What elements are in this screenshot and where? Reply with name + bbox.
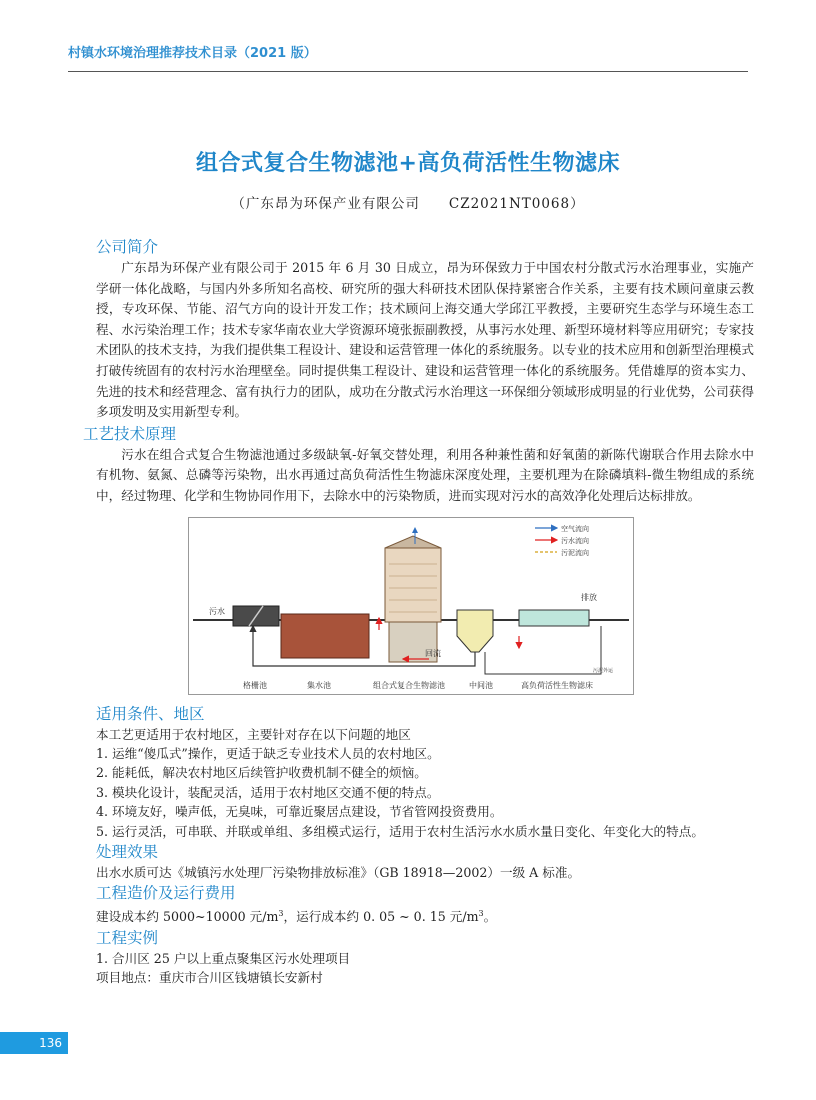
conditions-intro: 本工艺更适用于农村地区，主要针对存在以下问题的地区 [96,726,411,742]
intermediate-tank [457,610,493,652]
outlet-label: 排放 [581,592,597,602]
unit-superscript: 3 [278,909,284,919]
unit-label-collection: 集水池 [307,680,331,690]
section-heading-intro: 公司简介 [96,238,159,256]
inlet-label: 污水 [209,606,225,616]
section-heading-cost: 工程造价及运行费用 [96,884,236,903]
cost-text [96,904,754,927]
process-flow-diagram [188,517,634,695]
unit-label-intermediate: 中间池 [469,680,493,690]
sludge-note: 污泥外运 [593,667,614,674]
diagram-legend [535,524,589,557]
main-content [83,236,754,988]
biofilter-tower [385,548,441,622]
page-title: 组合式复合生物滤池+高负荷活性生物滤床 [196,151,620,176]
legend-air: 空气流向 [561,524,589,533]
principle-paragraph: 污水在组合式复合生物滤池通过多级缺氧-好氧交替处理，利用各种兼性菌和好氧菌的新陈代谢联合作用去除水中有机物、氨氮、总磷等污染物，出水再通过高负荷活性生物滤床深度处理，主要机理为在除磷填料-微生物组成的系统中，经过物理、化学和生物协同作用下，去除水中的污染物质，进而实现对污水的高效净化处理后达标排放。 [96,446,754,503]
case-location: 项目地点：重庆市合川区钱塘镇长安新村 [96,970,323,986]
unit-label-bed: 高负荷活性生物滤床 [521,680,593,690]
conditions-item: 1. 运维“傻瓜式”操作，更适于缺乏专业技术人员的农村地区。 [96,745,440,761]
reflux-label: 回流 [425,648,441,658]
conditions-item: 4. 环境友好，噪声低，无臭味，可靠近聚居点建设，节省管网投资费用。 [96,804,503,820]
run-cost: ，运行成本约 0. 05 ~ 0. 15 元/m [283,909,479,925]
running-header: 村镇水环境治理推荐技术目录（2021 版） [68,46,317,61]
cost-tail: 。 [483,909,497,925]
header-divider [68,71,748,72]
section-heading-principle: 工艺技术原理 [83,424,177,443]
case-item: 1. 合川区 25 户以上重点聚集区污水处理项目 [96,950,351,966]
effect-text: 出水水质可达《城镇污水处理厂污染物排放标准》（GB 18918—2002）一级 A 标准。 [96,864,581,880]
build-cost: 建设成本约 5000~10000 元/m [96,909,279,925]
section-heading-effect: 处理效果 [96,842,159,861]
conditions-item: 3. 模块化设计，装配灵活，适用于农村地区交通不便的特点。 [96,784,440,800]
conditions-item: 2. 能耗低，解决农村地区后续管护收费机制不健全的烦恼。 [96,765,427,781]
page-number: 136 [0,1032,68,1054]
legend-sludge: 污泥流向 [561,548,589,557]
high-load-bed [519,610,589,626]
section-heading-cases: 工程实例 [96,928,159,947]
page-subtitle: （广东昂为环保产业有限公司 CZ2021NT0068） [231,196,585,212]
unit-label-biofilter: 组合式复合生物滤池 [373,680,445,690]
process-flow-svg [189,518,633,694]
collection-tank [281,614,369,658]
conditions-item: 5. 运行灵活，可串联、并联或单组、多组模式运行，适用于农村生活污水水质水量日变化、年变化大的特点。 [96,823,704,839]
unit-label-grille: 格栅池 [243,680,267,690]
legend-sewage: 污水流向 [561,536,589,545]
intro-paragraph: 广东昂为环保产业有限公司于 2015 年 6 月 30 日成立，昂为环保致力于中国农村分散式污水治理事业，实施产学研一体化战略，与国内外多所知名高校、研究所的强大科研技术团队保持紧密合作关系，主要有技术顾问童康云教授，专攻环保、节能、沼气方向的设计开发工作；技术顾问上海交通大学邱江平教授，主要研究生态学与环境生态工程、水污染治理工作；技术专家华南农业大学资源环境张振副教授，从事污水处理、新型环境材料等应用研究；专家技术团队的技术支持，为我们提供集工程设计、建设和运营管理一体化的系统服务。以专业的技术应用和创新型治理模式打破传统固有的农村污水治理壁垒。同时提供集工程设计、建设和运营管理一体化的系统服务。凭借雄厚的资本实力、先进的技术和经营理念、富有执行力的团队，成功在分散式污水治理这一环保细分领域形成明显的行业优势，公司获得多项发明及实用新型专利。 [96,260,754,420]
section-heading-conditions: 适用条件、地区 [96,704,205,723]
unit-superscript: 3 [478,909,484,919]
